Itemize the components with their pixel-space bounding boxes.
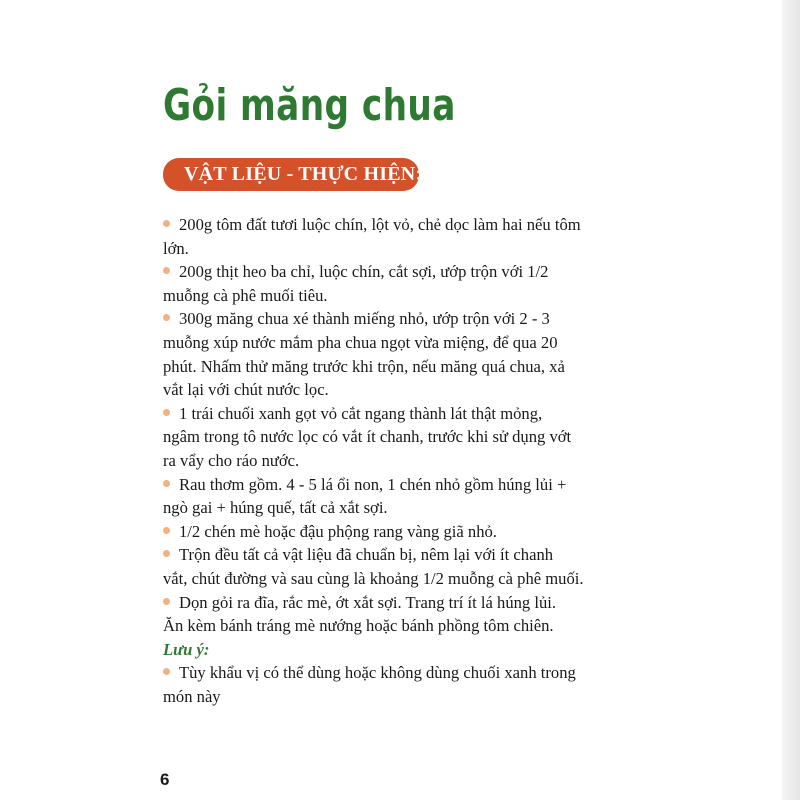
list-item [163, 307, 653, 331]
list-item-text: lớn. [163, 238, 189, 258]
bullet-dot-icon [163, 598, 170, 605]
list-item-continuation [163, 449, 653, 473]
bullet-dot-icon [163, 267, 170, 274]
bullet-dot-icon [163, 668, 170, 675]
bullet-dot-icon [163, 314, 170, 321]
list-item-text: ngâm trong tô nước lọc có vắt ít chanh, trước khi sử dụng vớt [163, 427, 572, 447]
note-text: Tùy khẩu vị có thể dùng hoặc không dùng chuối xanh trong [179, 663, 576, 683]
note-block [163, 661, 653, 708]
list-item-text: ra vẩy cho ráo nước. [163, 450, 300, 470]
page-edge [782, 0, 800, 800]
ingredient-list [163, 213, 653, 638]
note-item-continuation [163, 685, 653, 709]
list-item-continuation [163, 567, 653, 591]
list-item [163, 543, 653, 567]
list-item-text: 200g thịt heo ba chỉ, luộc chín, cắt sợi, ướp trộn với 1/2 [179, 262, 549, 282]
list-item-text: 1/2 chén mè hoặc đậu phộng rang vàng giã nhỏ. [179, 521, 497, 541]
list-item-text: Trộn đều tất cả vật liệu đã chuẩn bị, nêm lại với ít chanh [179, 545, 554, 565]
list-item-continuation [163, 378, 653, 402]
list-item-text: ngò gai + húng quế, tất cả xắt sợi. [163, 498, 388, 518]
list-item-continuation [163, 331, 653, 355]
list-item-text: vắt lại với chút nước lọc. [163, 380, 329, 400]
list-item-continuation [163, 614, 653, 638]
bullet-dot-icon [163, 409, 170, 416]
note-label: Lưu ý: [163, 639, 210, 659]
list-item-continuation [163, 284, 653, 308]
bullet-dot-icon [163, 220, 170, 227]
page-title: Gỏi măng chua [163, 80, 456, 131]
list-item-continuation [163, 496, 653, 520]
list-item [163, 402, 653, 426]
list-item-text: Dọn gỏi ra đĩa, rắc mè, ớt xắt sợi. Trang trí ít lá húng lủi. [179, 592, 557, 612]
bullet-dot-icon [163, 550, 170, 557]
note-text: món này [163, 686, 221, 706]
list-item [163, 473, 653, 497]
list-item-text: 1 trái chuối xanh gọt vỏ cắt ngang thành lát thật mỏng, [179, 403, 543, 423]
list-item-text: 300g măng chua xé thành miếng nhỏ, ướp trộn với 2 - 3 [179, 309, 550, 329]
list-item-text: Rau thơm gồm. 4 - 5 lá ổi non, 1 chén nhỏ gồm húng lủi + [179, 474, 567, 494]
page-number: 6 [160, 770, 170, 789]
list-item-continuation [163, 425, 653, 449]
note-label-line [163, 638, 653, 662]
section-heading: VẬT LIỆU - THỰC HIỆN: [163, 158, 419, 191]
list-item-continuation [163, 355, 653, 379]
list-item-text: Ăn kèm bánh tráng mè nướng hoặc bánh phồng tôm chiên. [163, 616, 554, 636]
list-item-text: vắt, chút đường và sau cùng là khoảng 1/2 muỗng cà phê muối. [163, 568, 584, 588]
bullet-dot-icon [163, 480, 170, 487]
list-item [163, 591, 653, 615]
list-item-text: 200g tôm đất tươi luộc chín, lột vỏ, chẻ dọc làm hai nếu tôm [179, 215, 581, 234]
bullet-dot-icon [163, 527, 170, 534]
list-item [163, 213, 653, 237]
list-item-text: muỗng cà phê muối tiêu. [163, 285, 328, 305]
list-item-continuation [163, 237, 653, 261]
recipe-content [163, 213, 653, 708]
list-item-text: phút. Nhấm thử măng trước khi trộn, nếu măng quá chua, xả [163, 356, 565, 376]
note-item [163, 661, 653, 685]
list-item-text: muỗng xúp nước mắm pha chua ngọt vừa miệng, để qua 20 [163, 332, 558, 352]
list-item [163, 520, 653, 544]
list-item [163, 260, 653, 284]
